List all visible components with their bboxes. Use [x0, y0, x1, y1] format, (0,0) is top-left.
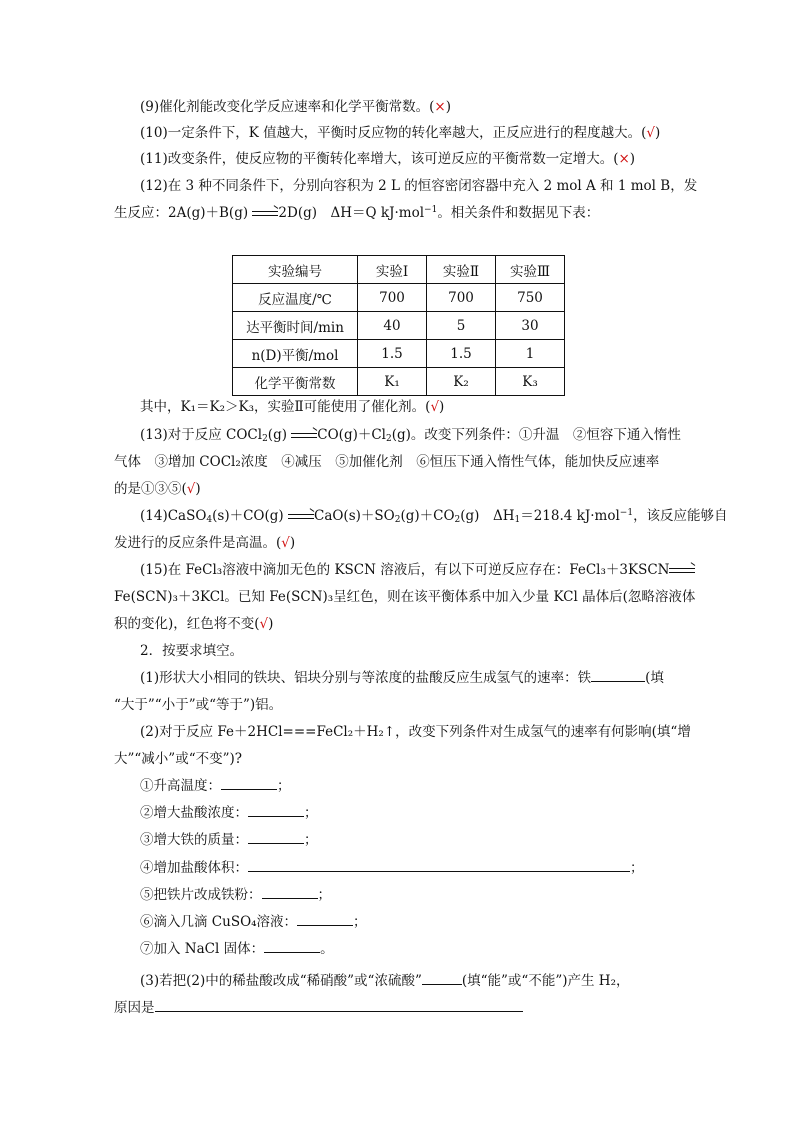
answer-mark: ×	[618, 151, 630, 167]
equilibrium-arrow-icon	[669, 566, 695, 576]
fill-blank[interactable]	[155, 997, 523, 1012]
table-cell: n(D)平衡/mol	[233, 340, 358, 368]
q2-1-line-2: “大于”“小于”或“等于”)铝。	[114, 697, 283, 713]
sub-question-4: ④增加盐酸体积： ；	[140, 855, 710, 881]
answer-mark: ×	[434, 99, 446, 115]
table-cell: 1.5	[427, 340, 496, 368]
fill-blank[interactable]	[248, 857, 630, 872]
item-11: (11)改变条件，使反应物的平衡转化率增大，该可逆反应的平衡常数一定增大。(×)	[140, 151, 636, 167]
fill-blank[interactable]	[248, 829, 304, 844]
table-cell: 1	[496, 340, 565, 368]
fill-blank[interactable]	[422, 970, 462, 985]
fill-blank[interactable]	[221, 775, 277, 790]
table-cell: 700	[427, 284, 496, 312]
answer-mark: √	[281, 535, 290, 551]
sub-question-5: ⑤把铁片改成铁粉： ；	[140, 882, 710, 908]
experiment-table	[232, 255, 565, 396]
equilibrium-arrow-icon	[288, 512, 314, 522]
q2-2-line-1: (2)对于反应 Fe＋2HCl===FeCl₂＋H₂↑，改变下列条件对生成氢气的速率有何影响(填“增	[140, 724, 691, 740]
item-13-line-2: 气体 ③增加 COCl₂浓度 ④减压 ⑤加催化剂 ⑥恒压下通入惰性气体，能加快反应速率	[114, 454, 660, 470]
q2-2-line-2: 大”“减小”或“不变”)?	[114, 751, 243, 767]
table-row	[233, 340, 565, 368]
table-cell: 反应温度/℃	[233, 284, 358, 312]
table-header-cell: 实验编号	[233, 256, 358, 284]
answer-mark: √	[259, 616, 269, 632]
answer-mark: √	[646, 125, 655, 141]
fill-blank[interactable]	[262, 884, 318, 899]
table-cell: K₁	[358, 368, 427, 396]
table-cell: 750	[496, 284, 565, 312]
answer-mark: √	[430, 399, 440, 415]
table-header-cell: 实验Ⅲ	[496, 256, 565, 284]
table-cell: 30	[496, 312, 565, 340]
equilibrium-arrow-icon	[252, 209, 278, 219]
table-cell: 1.5	[358, 340, 427, 368]
question-2-heading: 2．按要求填空。	[140, 643, 244, 659]
table-cell: 5	[427, 312, 496, 340]
q2-3-line-1: (3)若把(2)中的稀盐酸改成“稀硝酸”或“浓硫酸” (填“能”或“不能”)产生 H₂，	[140, 968, 710, 994]
q2-3-line-2: 原因是	[114, 995, 684, 1021]
fill-blank[interactable]	[591, 667, 645, 682]
answer-mark: √	[186, 481, 196, 497]
table-cell: 700	[358, 284, 427, 312]
sub-question-2: ②增大盐酸浓度： ；	[140, 800, 710, 826]
item-12-line-1: (12)在 3 种不同条件下，分别向容积为 2 L 的恒容密闭容器中充入 2 mol A 和 1 mol B，发	[140, 178, 698, 194]
item-15-line-2: Fe(SCN)₃＋3KCl。已知 Fe(SCN)₃呈红色，则在该平衡体系中加入少量 KCl 晶体后(忽略溶液体	[114, 589, 696, 605]
table-cell: 达平衡时间/min	[233, 312, 358, 340]
fill-blank[interactable]	[264, 938, 320, 953]
sub-question-6: ⑥滴入几滴 CuSO₄溶液： ；	[140, 909, 710, 935]
item-12-line-2: 生反应：2A(g)＋B(g) 2D(g) ΔH＝Q kJ·mol$^{-1}$。相关条件和数据见下表：	[114, 205, 600, 221]
sub-question-1: ①升高温度： ；	[140, 773, 710, 799]
item-13-line-3: 的是①③⑤(√)	[114, 481, 201, 497]
table-row	[233, 368, 565, 396]
item-14-line-2: 发进行的反应条件是高温。(√)	[114, 535, 296, 551]
item-12-conclusion: 其中，K₁＝K₂＞K₃，实验Ⅱ可能使用了催化剂。(√)	[140, 399, 445, 415]
table-header-cell: 实验Ⅱ	[427, 256, 496, 284]
sub-question-7: ⑦加入 NaCl 固体： 。	[140, 936, 710, 962]
item-10: (10)一定条件下，K 值越大，平衡时反应物的转化率越大，正反应进行的程度越大。(√)	[140, 125, 661, 141]
fill-blank[interactable]	[248, 802, 304, 817]
table-header-cell: 实验Ⅰ	[358, 256, 427, 284]
table-cell: 40	[358, 312, 427, 340]
table-cell: 化学平衡常数	[233, 368, 358, 396]
q2-1-line-1: (1)形状大小相同的铁块、铝块分别与等浓度的盐酸反应生成氢气的速率：铁 (填	[140, 665, 710, 691]
table-cell: K₂	[427, 368, 496, 396]
table-row	[233, 284, 565, 312]
sub-question-3: ③增大铁的质量： ；	[140, 827, 710, 853]
table-cell: K₃	[496, 368, 565, 396]
item-9: (9)催化剂能改变化学反应速率和化学平衡常数。(×)	[140, 99, 451, 115]
item-15-line-1: (15)在 FeCl₃溶液中滴加无色的 KSCN 溶液后，有以下可逆反应存在：FeCl₃＋3KSCN	[140, 557, 710, 583]
fill-blank[interactable]	[297, 911, 353, 926]
table-header-row	[233, 256, 565, 284]
item-14-line-1: (14)CaSO$_4$(s)＋CO(g) $CaO(s)+SO_2(g)+CO_2(g)$ $\Delta H_1=218.4$ kJ·mol$^{-1}$，该反应能够自	[140, 508, 728, 525]
equilibrium-arrow-icon	[291, 431, 317, 441]
table-row	[233, 312, 565, 340]
item-13-line-1: (13)对于反应 COCl$_2$(g) $CO(g)+Cl_2(g)$。改变下列条件：①升温 ②恒容下通入惰性	[140, 427, 681, 444]
item-15-line-3: 积的变化)，红色将不变(√)	[114, 616, 274, 632]
